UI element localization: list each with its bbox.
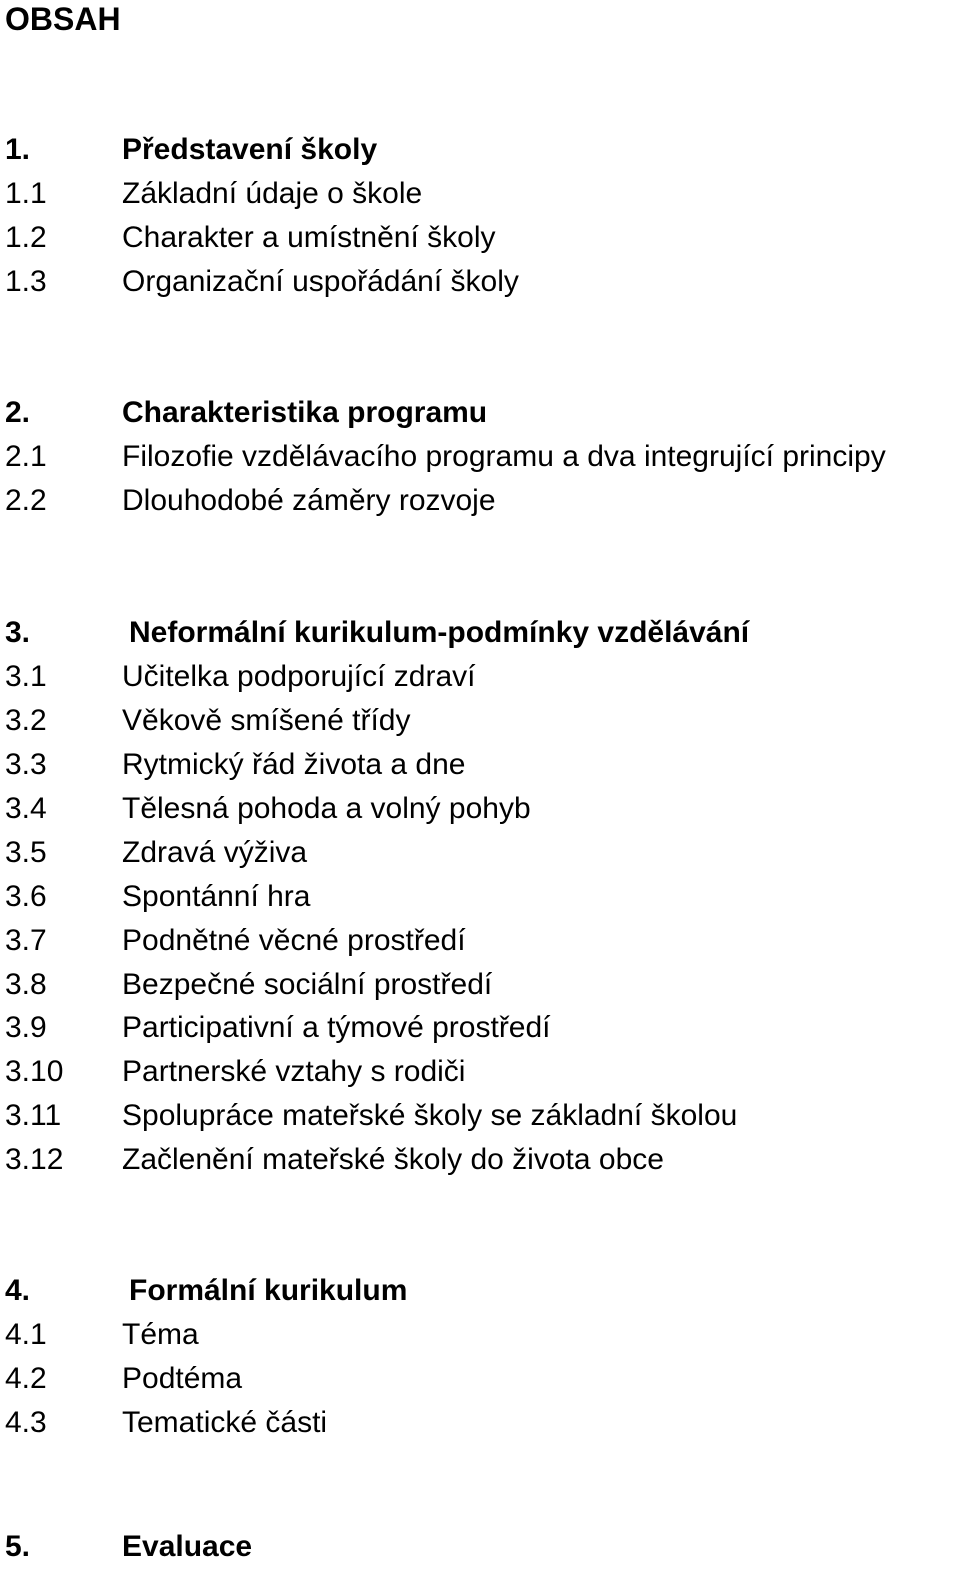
toc-item-title: Participativní a týmové prostředí [122, 1011, 551, 1044]
toc-item-number: 3.3 [5, 748, 47, 781]
toc-item-title: Rytmický řád života a dne [122, 748, 466, 781]
toc-section-number: 1. [5, 133, 31, 166]
toc-item-number: 4.2 [5, 1362, 47, 1395]
toc-item-title: Základní údaje o škole [122, 177, 423, 210]
toc-section-number: 4. [5, 1274, 31, 1307]
toc-item-number: 3.4 [5, 792, 47, 825]
toc-item-number: 1.3 [5, 265, 47, 298]
toc-item-title: Organizační uspořádání školy [122, 265, 519, 298]
toc-item-title: Dlouhodobé záměry rozvoje [122, 484, 496, 517]
toc-item-number: 4.1 [5, 1318, 47, 1351]
toc-item-number: 2.2 [5, 484, 47, 517]
toc-item-title: Charakter a umístnění školy [122, 221, 496, 254]
toc-item-title: Filozofie vzdělávacího programu a dva integrující principy [122, 440, 886, 473]
toc-item-number: 3.12 [5, 1143, 64, 1176]
toc-section-title: Představení školy [122, 133, 378, 166]
toc-section-title: Neformální kurikulum-podmínky vzdělávání [129, 616, 750, 649]
toc-section-number: 2. [5, 396, 31, 429]
toc-item-title: Tematické části [122, 1406, 328, 1439]
toc-item-number: 1.2 [5, 221, 47, 254]
toc-section-number: 3. [5, 616, 31, 649]
toc-item-title: Podnětné věcné prostředí [122, 924, 466, 957]
toc-item-number: 3.11 [5, 1099, 62, 1132]
toc-item-title: Věkově smíšené třídy [122, 704, 411, 737]
toc-item-number: 3.8 [5, 968, 47, 1001]
toc-item-number: 3.6 [5, 880, 47, 913]
toc-item-title: Spontánní hra [122, 880, 311, 913]
toc-item-number: 4.3 [5, 1406, 47, 1439]
toc-item-title: Zdravá výživa [122, 836, 308, 869]
toc-item-title: Tělesná pohoda a volný pohyb [122, 792, 531, 825]
toc-item-title: Spolupráce mateřské školy se základní školou [122, 1099, 738, 1132]
toc-item-number: 3.9 [5, 1011, 47, 1044]
toc-item-title: Téma [122, 1318, 199, 1351]
toc-item-number: 3.7 [5, 924, 47, 957]
toc-item-title: Podtéma [122, 1362, 243, 1395]
toc-item-number: 3.5 [5, 836, 47, 869]
toc-item-number: 1.1 [5, 177, 47, 210]
toc-section-title: Charakteristika programu [122, 396, 488, 429]
toc-item-title: Učitelka podporující zdraví [122, 660, 476, 693]
toc-item-title: Partnerské vztahy s rodiči [122, 1055, 466, 1088]
toc-section-title: Evaluace [122, 1530, 253, 1563]
toc-item-title: Bezpečné sociální prostředí [122, 968, 493, 1001]
toc-item-number: 3.10 [5, 1055, 64, 1088]
toc-item-title: Začlenění mateřské školy do života obce [122, 1143, 664, 1176]
page-title: OBSAH [5, 1, 121, 37]
toc-item-number: 3.2 [5, 704, 47, 737]
toc-section-title: Formální kurikulum [129, 1274, 408, 1307]
toc-section-number: 5. [5, 1530, 31, 1563]
toc-item-number: 3.1 [5, 660, 47, 693]
toc-item-number: 2.1 [5, 440, 47, 473]
